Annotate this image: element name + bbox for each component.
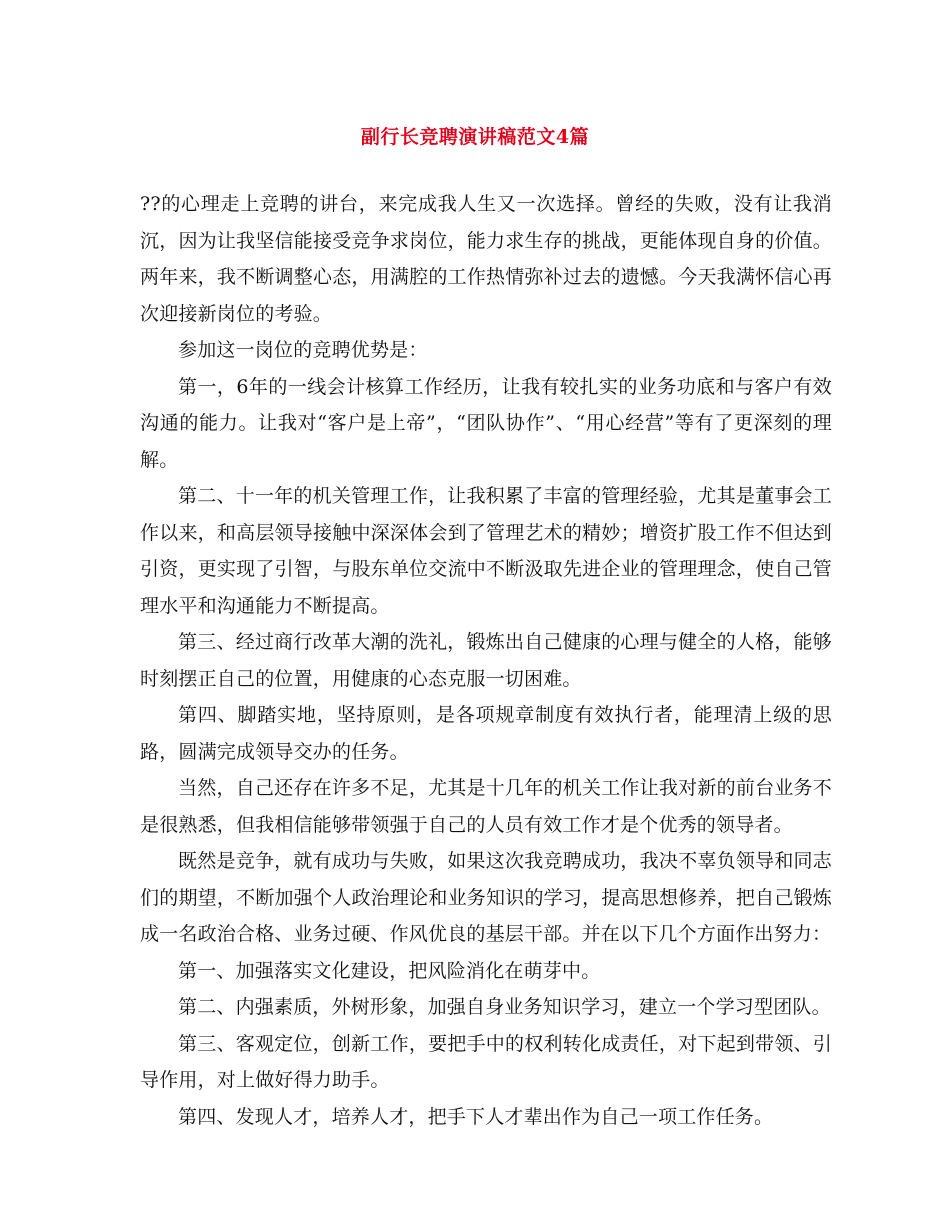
document-body (140, 186, 832, 1135)
document-title: 副行长竞聘演讲稿范文4篇 (360, 126, 590, 148)
paragraph-11: 第三、客观定位，创新工作，要把手中的权利转化成责任，对下起到带领、引导作用，对上做好得力助手。 (140, 1032, 832, 1091)
paragraph-6: 第四、脚踏实地，坚持原则，是各项规章制度有效执行者，能理清上级的思路，圆满完成领导交办的任务。 (140, 704, 832, 763)
paragraph-7: 当然，自己还存在许多不足，尤其是十几年的机关工作让我对新的前台业务不是很熟悉，但我相信能够带领强于自己的人员有效工作才是个优秀的领导者。 (140, 777, 832, 836)
paragraph-12: 第四、发现人才，培养人才，把手下人才辈出作为自己一项工作任务。 (178, 1105, 774, 1128)
paragraph-9: 第一、加强落实文化建设，把风险消化在萌芽中。 (178, 959, 601, 982)
paragraph-3: 第一，6年的一线会计核算工作经历，让我有较扎实的业务功底和与客户有效沟通的能力。让我对“客户是上帝”，“团队协作”、“用心经营”等有了更深刻的理解。 (140, 375, 832, 471)
paragraph-4: 第二、十一年的机关管理工作，让我积累了丰富的管理经验，尤其是董事会工作以来，和高层领导接触中深深体会到了管理艺术的精妙；增资扩股工作不但达到引资，更实现了引智，与股东单位交流中不断汲取先进企业的管理理念，使自己管理水平和沟通能力不断提高。 (140, 485, 832, 617)
paragraph-5: 第三、经过商行改革大潮的洗礼，锻炼出自己健康的心理与健全的人格，能够时刻摆正自己的位置，用健康的心态克服一切困难。 (140, 631, 832, 690)
paragraph-10: 第二、内强素质，外树形象，加强自身业务知识学习，建立一个学习型团队。 (178, 996, 831, 1018)
paragraph-1: ??的心理走上竞聘的讲台，来完成我人生又一次选择。曾经的失败，没有让我消沉，因为让我坚信能接受竞争求岗位，能力求生存的挑战，更能体现自身的价值。两年来，我不断调整心态，用满腔的工作热情弥补过去的遗憾。今天我满怀信心再次迎接新岗位的考验。 (140, 193, 832, 325)
paragraph-2: 参加这一岗位的竞聘优势是： (178, 339, 428, 361)
paragraph-8: 既然是竞争，就有成功与失败，如果这次我竞聘成功，我决不辜负领导和同志们的期望，不断加强个人政治理论和业务知识的学习，提高思想修养，把自己锻炼成一名政治合格、业务过硬、作风优良的基层干部。并在以下几个方面作出努力： (140, 850, 832, 945)
